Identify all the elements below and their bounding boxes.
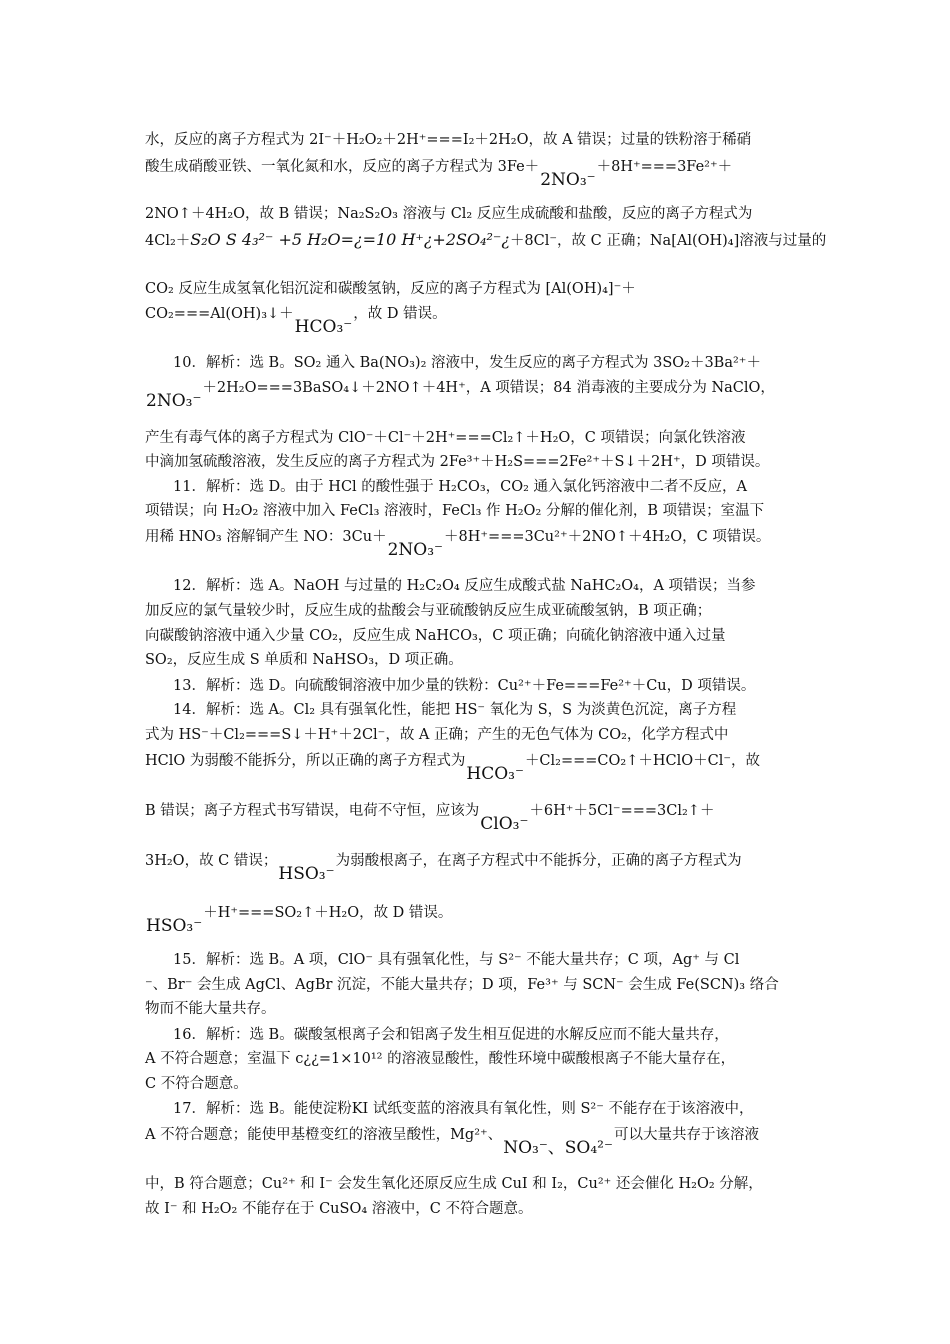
bicarbonate-ion: HCO₃⁻ <box>294 317 353 337</box>
text-segment: B 错误；离子方程式书写错误，电荷不守恒，应该为 <box>145 803 480 819</box>
text-segment: ＋8H⁺===3Cu²⁺＋2NO↑＋4H₂O，C 项错误。 <box>444 529 771 545</box>
text-line <box>145 230 826 251</box>
text-segment: ＋H⁺===SO₂↑＋H₂O，故 D 错误。 <box>203 905 453 921</box>
text-line: 物而不能大量共存。 <box>145 1001 276 1017</box>
text-segment: 酸生成硝酸亚铁、一氧化氮和水，反应的离子方程式为 3Fe＋ <box>145 159 540 175</box>
text-line <box>145 378 775 411</box>
text-segment: 为弱酸根离子，在离子方程式中不能拆分，正确的离子方程式为 <box>335 853 742 869</box>
text-segment: ＋2H₂O===3BaSO₄↓＋2NO↑＋4H⁺，A 项错误；84 消毒液的主要成分为 NaClO， <box>202 380 775 396</box>
text-line <box>145 801 714 834</box>
text-line <box>145 157 732 190</box>
text-line <box>145 304 447 337</box>
nitrate-sulfate-ions: NO₃⁻、SO₄²⁻ <box>503 1138 613 1158</box>
text-line: 15．解析：选 B。A 项，ClO⁻ 具有强氧化性，与 S²⁻ 不能大量共存；C 项，Ag⁺ 与 Cl <box>173 952 740 968</box>
text-line: SO₂，反应生成 S 单质和 NaHSO₃，D 项正确。 <box>145 652 463 668</box>
chlorate-ion: ClO₃⁻ <box>480 814 529 834</box>
text-segment: ＋Cl₂===CO₂↑＋HClO＋Cl⁻，故 <box>524 753 761 769</box>
text-line: 11．解析：选 D。由于 HCl 的酸性强于 H₂CO₃，CO₂ 通入氯化钙溶液中二者不反应，A <box>173 479 748 495</box>
text-segment: ＋8H⁺===3Fe²⁺＋ <box>596 159 733 175</box>
text-line: 2NO↑＋4H₂O，故 B 错误；Na₂S₂O₃ 溶液与 Cl₂ 反应生成硫酸和盐酸，反应的离子方程式为 <box>145 206 753 222</box>
text-line: 16．解析：选 B。碳酸氢根离子会和铝离子发生相互促进的水解反应而不能大量共存， <box>173 1027 729 1043</box>
bisulfite-ion: HSO₃⁻ <box>146 916 203 936</box>
text-line: CO₂ 反应生成氢氧化铝沉淀和碳酸氢钠，反应的离子方程式为 [Al(OH)₄]⁻＋ <box>145 281 636 297</box>
text-segment: ＋6H⁺＋5Cl⁻===3Cl₂↑＋ <box>529 803 715 819</box>
text-line: 式为 HS⁻＋Cl₂===S↓＋H⁺＋2Cl⁻，故 A 正确；产生的无色气体为 CO₂，化学方程式中 <box>145 727 729 743</box>
text-segment: ＋8Cl⁻，故 C 正确；Na[Al(OH)₄]溶液与过量的 <box>509 233 827 249</box>
text-line: ⁻、Br⁻ 会生成 AgCl、AgBr 沉淀，不能大量共存；D 项，Fe³⁺ 与 SCN⁻ 会生成 Fe(SCN)₃ 络合 <box>145 977 779 993</box>
text-line: 17．解析：选 B。能使淀粉KI 试纸变蓝的溶液具有氧化性，则 S²⁻ 不能存在于该溶液中， <box>173 1101 754 1117</box>
text-line: A 不符合题意；室温下 c¿¿=1×10¹² 的溶液显酸性，酸性环境中碳酸根离子不能大量存在， <box>145 1051 736 1067</box>
bicarbonate-ion: HCO₃⁻ <box>466 764 524 784</box>
text-segment: ，故 D 错误。 <box>353 306 447 322</box>
nitrate-ion: 2NO₃⁻ <box>540 170 596 190</box>
text-segment: 用稀 HNO₃ 溶解铜产生 NO：3Cu＋ <box>145 529 387 545</box>
text-segment: 3H₂O，故 C 错误； <box>145 853 278 869</box>
text-line: 水，反应的离子方程式为 2I⁻＋H₂O₂＋2H⁺===I₂＋2H₂O，故 A 错误；过量的铁粉溶于稀硝 <box>145 132 752 148</box>
text-line: 产生有毒气体的离子方程式为 ClO⁻＋Cl⁻＋2H⁺===Cl₂↑＋H₂O，C 项错误；向氯化铁溶液 <box>145 430 746 446</box>
text-line: 加反应的氯气量较少时，反应生成的盐酸会与亚硫酸钠反应生成亚硫酸氢钠，B 项正确； <box>145 603 712 619</box>
text-segment: HClO 为弱酸不能拆分，所以正确的离子方程式为 <box>145 753 466 769</box>
text-line: 14．解析：选 A。Cl₂ 具有强氧化性，能把 HS⁻ 氧化为 S，S 为淡黄色沉淀，离子方程 <box>173 702 737 718</box>
text-segment: A 不符合题意；能使甲基橙变红的溶液呈酸性，Mg²⁺、 <box>145 1127 503 1143</box>
text-segment: 4Cl₂＋ <box>145 233 191 249</box>
text-line: 项错误；向 H₂O₂ 溶液中加入 FeCl₃ 溶液时，FeCl₃ 作 H₂O₂ 分解的催化剂，B 项错误；室温下 <box>145 503 765 519</box>
text-line <box>145 751 760 784</box>
text-line <box>145 851 742 884</box>
text-line <box>145 527 770 560</box>
text-line: C 不符合题意。 <box>145 1076 248 1092</box>
text-line: 中滴加氢硫酸溶液，发生反应的离子方程式为 2Fe³⁺＋H₂S===2Fe²⁺＋S↓＋2H⁺，D 项错误。 <box>145 454 770 470</box>
bisulfite-ion: HSO₃⁻ <box>278 864 335 884</box>
text-line: 12．解析：选 A。NaOH 与过量的 H₂C₂O₄ 反应生成酸式盐 NaHC₂O₄，A 项错误；当参 <box>173 578 756 594</box>
text-line: 故 I⁻ 和 H₂O₂ 不能存在于 CuSO₄ 溶液中，C 不符合题意。 <box>145 1201 533 1217</box>
garbled-equation: S₂O S 4₃²⁻ +5 H₂O=¿=10 H⁺¿+2SO₄²⁻¿ <box>190 230 510 249</box>
text-line: 中，B 符合题意；Cu²⁺ 和 I⁻ 会发生氧化还原反应生成 CuI 和 I₂，Cu²⁺ 还会催化 H₂O₂ 分解， <box>145 1176 763 1192</box>
text-line: 10．解析：选 B。SO₂ 通入 Ba(NO₃)₂ 溶液中，发生反应的离子方程式为 3SO₂＋3Ba²⁺＋ <box>173 355 761 371</box>
text-line <box>145 903 452 936</box>
nitrate-ion: 2NO₃⁻ <box>146 391 202 411</box>
text-line: 13．解析：选 D。向硫酸铜溶液中加少量的铁粉：Cu²⁺＋Fe===Fe²⁺＋Cu，D 项错误。 <box>173 678 756 694</box>
nitrate-ion: 2NO₃⁻ <box>387 540 444 560</box>
text-segment: CO₂===Al(OH)₃↓＋ <box>145 306 294 322</box>
text-line <box>145 1125 759 1158</box>
text-segment: 可以大量共存于该溶液 <box>613 1127 759 1143</box>
text-line: 向碳酸钠溶液中通入少量 CO₂，反应生成 NaHCO₃，C 项正确；向硫化钠溶液中通入过量 <box>145 628 726 644</box>
